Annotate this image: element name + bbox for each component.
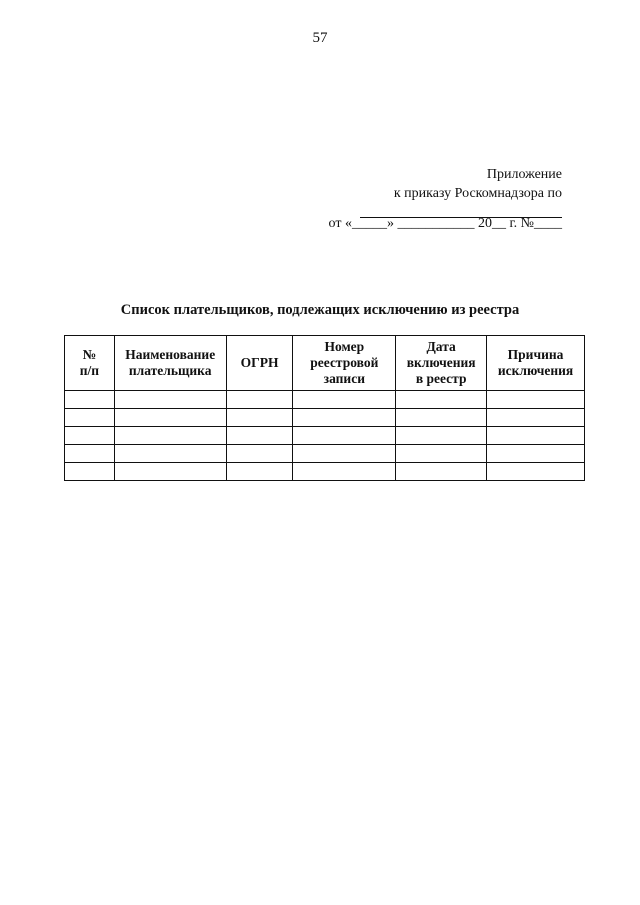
table-cell xyxy=(293,409,396,427)
header-exclusion-reason-line1: Причина xyxy=(507,347,564,362)
page-number: 57 xyxy=(312,30,328,46)
header-number-line2: п/п xyxy=(79,363,100,378)
table-cell xyxy=(65,391,115,409)
table-cell xyxy=(226,391,293,409)
table-cell xyxy=(293,463,396,481)
table-cell xyxy=(396,463,487,481)
table-cell xyxy=(487,427,585,445)
table-cell xyxy=(226,427,293,445)
table-cell xyxy=(396,445,487,463)
header-inclusion-date xyxy=(396,336,487,391)
header-payer-name-line2: плательщика xyxy=(128,363,212,378)
table-row xyxy=(65,427,585,445)
appendix-title: Приложение xyxy=(486,167,562,182)
header-number-line1: № xyxy=(82,347,97,362)
payers-table xyxy=(64,335,585,481)
table-header-row xyxy=(65,336,585,391)
header-number xyxy=(65,336,115,391)
header-registry-record xyxy=(293,336,396,391)
table-cell xyxy=(487,391,585,409)
table-cell xyxy=(396,427,487,445)
appendix-date-line: от «_____» ___________ 20__ г. №____ xyxy=(328,216,562,231)
appendix-order-reference: к приказу Роскомнадзора по xyxy=(393,186,562,201)
header-inclusion-date-line2: включения xyxy=(406,355,476,370)
table-cell xyxy=(293,427,396,445)
document-title: Список плательщиков, подлежащих исключению из реестра xyxy=(120,302,520,318)
appendix-block xyxy=(360,165,562,218)
table-row xyxy=(65,463,585,481)
table-cell xyxy=(226,445,293,463)
table-row xyxy=(65,391,585,409)
header-ogrn xyxy=(226,336,293,391)
header-inclusion-date-line1: Дата xyxy=(426,339,456,354)
table-cell xyxy=(114,409,226,427)
header-registry-record-line2: реестровой xyxy=(310,355,379,370)
header-exclusion-reason xyxy=(487,336,585,391)
table-cell xyxy=(226,409,293,427)
table-cell xyxy=(487,463,585,481)
table-cell xyxy=(65,445,115,463)
table-cell xyxy=(65,427,115,445)
table-cell xyxy=(487,445,585,463)
table-body xyxy=(65,391,585,481)
table-cell xyxy=(293,391,396,409)
table-cell xyxy=(114,445,226,463)
header-exclusion-reason-line2: исключения xyxy=(497,363,574,378)
table-row xyxy=(65,409,585,427)
table-cell xyxy=(65,409,115,427)
header-registry-record-line1: Номер xyxy=(324,339,365,354)
header-inclusion-date-line3: в реестр xyxy=(415,371,467,386)
table-cell xyxy=(396,409,487,427)
table-cell xyxy=(114,391,226,409)
table-cell xyxy=(114,427,226,445)
header-ogrn-line1: ОГРН xyxy=(240,355,279,370)
table-row xyxy=(65,445,585,463)
table-cell xyxy=(114,463,226,481)
table-cell xyxy=(396,391,487,409)
table-cell xyxy=(65,463,115,481)
table-cell xyxy=(293,445,396,463)
header-payer-name xyxy=(114,336,226,391)
table-cell xyxy=(487,409,585,427)
table-cell xyxy=(226,463,293,481)
header-registry-record-line3: записи xyxy=(323,371,365,386)
header-payer-name-line1: Наименование xyxy=(125,347,216,362)
